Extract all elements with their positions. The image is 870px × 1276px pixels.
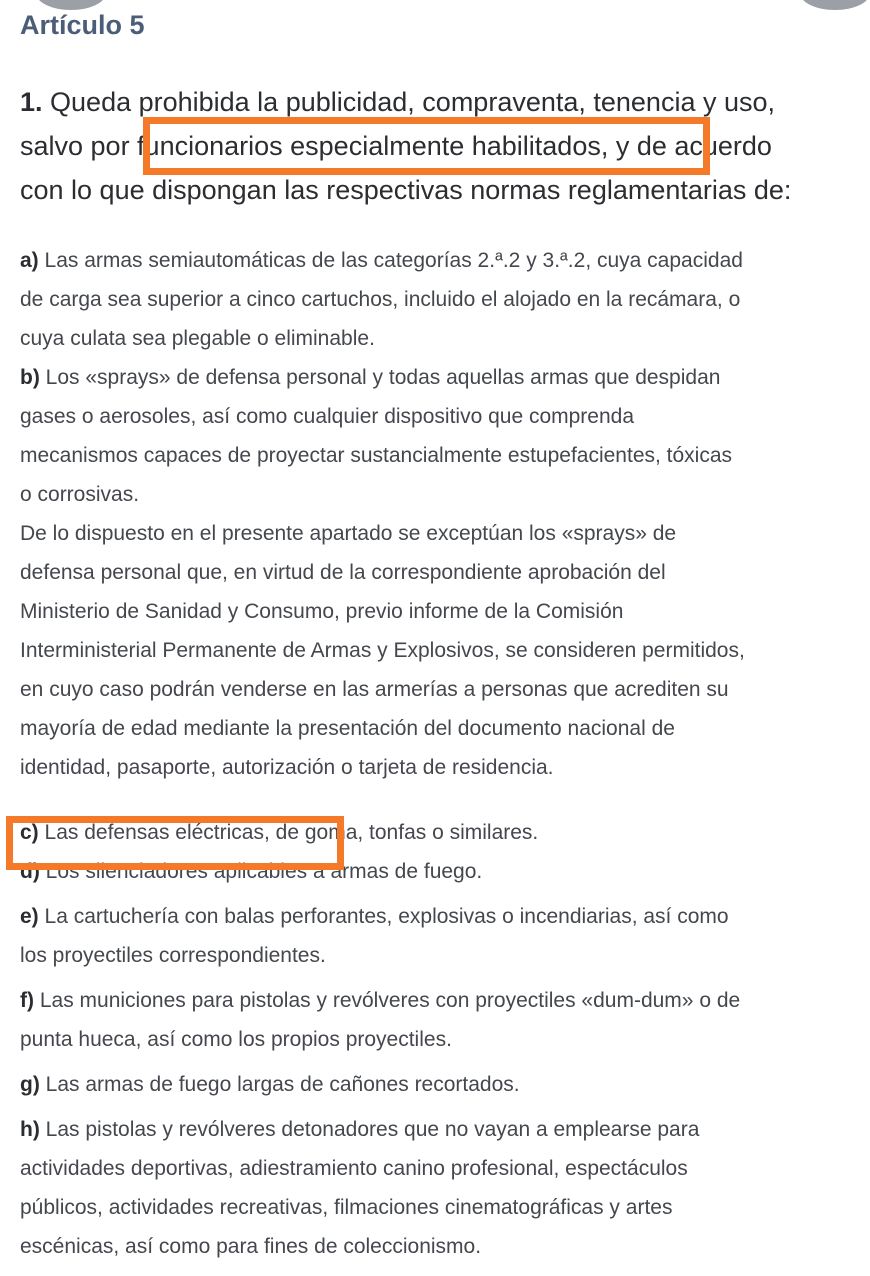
lead-line-1-text: Queda prohibida la publicidad, compraventa, tenencia y uso, bbox=[42, 87, 775, 117]
item-b-exception-line-7: identidad, pasaporte, autorización o tarjeta de residencia. bbox=[20, 756, 554, 779]
item-b-line-3: mecanismos capaces de proyectar sustancialmente estupefacientes, tóxicas bbox=[20, 444, 733, 467]
item-f bbox=[20, 981, 870, 1059]
item-h-letter: h) bbox=[20, 1118, 40, 1141]
item-b bbox=[20, 358, 870, 514]
item-f-letter: f) bbox=[20, 989, 34, 1012]
item-e-line-1-text: La cartuchería con balas perforantes, explosivas o incendiarias, así como bbox=[38, 905, 729, 928]
item-b-exception-line-5: en cuyo caso podrán venderse en las armerías a personas que acrediten su bbox=[20, 678, 729, 701]
item-a-line-1 bbox=[20, 241, 870, 280]
item-e-line-2: los proyectiles correspondientes. bbox=[20, 944, 326, 967]
spacer bbox=[20, 787, 870, 813]
article-items bbox=[20, 241, 870, 1266]
item-a bbox=[20, 241, 870, 358]
highlight-box-defensas-electricas bbox=[6, 816, 344, 870]
lead-line-3: con lo que dispongan las respectivas normas reglamentarias de: bbox=[20, 175, 792, 205]
item-h-line-3: públicos, actividades recreativas, filmaciones cinematográficas y artes bbox=[20, 1196, 673, 1219]
item-b-line-4: o corrosivas. bbox=[20, 483, 140, 506]
item-a-line-3: cuya culata sea plegable o eliminable. bbox=[20, 327, 375, 350]
item-e-line-1 bbox=[20, 897, 870, 936]
item-h-line-4: escénicas, así como para fines de coleccionismo. bbox=[20, 1235, 482, 1258]
item-d-line-1-text: Los silenciadores aplicables a armas de fuego. bbox=[39, 860, 483, 883]
item-b-line-1-text: Los «sprays» de defensa personal y todas aquellas armas que despidan bbox=[39, 366, 721, 389]
article-title: Artículo 5 bbox=[20, 10, 145, 40]
item-b-exception-line-1: De lo dispuesto en el presente apartado se exceptúan los «sprays» de bbox=[20, 522, 677, 545]
item-e-letter: e) bbox=[20, 905, 39, 928]
item-h-line-2: actividades deportivas, adiestramiento canino profesional, espectáculos bbox=[20, 1157, 688, 1180]
lead-line-2: salvo por funcionarios especialmente habilitados, y de acuerdo bbox=[20, 131, 772, 161]
item-a-line-1-text: Las armas semiautomáticas de las categorías 2.ª.2 y 3.ª.2, cuya capacidad bbox=[38, 249, 743, 272]
item-b-exception-line-3: Ministerio de Sanidad y Consumo, previo informe de la Comisión bbox=[20, 600, 624, 623]
item-c-letter: c) bbox=[20, 821, 39, 844]
item-h-line-1 bbox=[20, 1110, 870, 1149]
item-a-letter: a) bbox=[20, 249, 39, 272]
item-b-exception bbox=[20, 514, 870, 787]
item-a-line-2: de carga sea superior a cinco cartuchos, incluido el alojado en la recámara, o bbox=[20, 288, 741, 311]
item-h-line-1-text: Las pistolas y revólveres detonadores que no vayan a emplearse para bbox=[39, 1118, 700, 1141]
highlight-box-funcionarios bbox=[143, 117, 710, 175]
item-f-line-1 bbox=[20, 981, 870, 1020]
item-b-exception-line-6: mayoría de edad mediante la presentación del documento nacional de bbox=[20, 717, 675, 740]
top-left-scroll-element bbox=[36, 0, 106, 10]
item-g bbox=[20, 1065, 870, 1104]
item-f-line-2: punta hueca, así como los propios proyectiles. bbox=[20, 1028, 452, 1051]
lead-number: 1. bbox=[20, 87, 43, 117]
item-b-line-1 bbox=[20, 358, 870, 397]
item-b-exception-line-4: Interministerial Permanente de Armas y Explosivos, se consideren permitidos, bbox=[20, 639, 745, 662]
item-e bbox=[20, 897, 870, 975]
item-h bbox=[20, 1110, 870, 1266]
item-b-line-2: gases o aerosoles, así como cualquier dispositivo que comprenda bbox=[20, 405, 635, 428]
item-g-line-1-text: Las armas de fuego largas de cañones recortados. bbox=[39, 1073, 520, 1096]
item-c-line-1-text: Las defensas eléctricas, de goma, tonfas o similares. bbox=[38, 821, 539, 844]
item-g-line-1 bbox=[20, 1065, 870, 1104]
item-d-letter: d) bbox=[20, 860, 40, 883]
item-b-letter: b) bbox=[20, 366, 40, 389]
item-g-letter: g) bbox=[20, 1073, 40, 1096]
item-b-exception-line-2: defensa personal que, en virtud de la correspondiente aprobación del bbox=[20, 561, 666, 584]
item-f-line-1-text: Las municiones para pistolas y revólveres con proyectiles «dum-dum» o de bbox=[34, 989, 741, 1012]
top-right-scroll-element bbox=[800, 0, 870, 10]
